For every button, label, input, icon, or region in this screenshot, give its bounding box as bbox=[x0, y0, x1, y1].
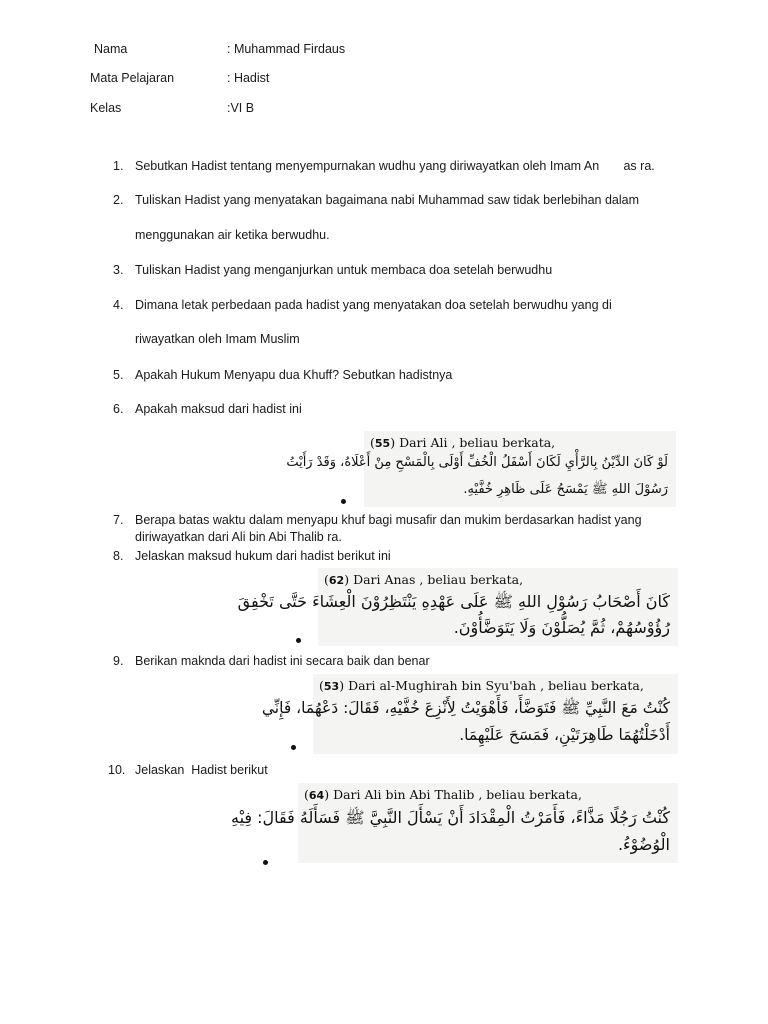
question-1 bbox=[113, 158, 655, 174]
class-value: :VI B bbox=[227, 101, 255, 115]
question-number: 2. bbox=[113, 193, 124, 207]
hadith-arabic-line-1: كَانَ أَصْحَابُ رَسُوْلِ اللهِ ﷺ عَلَى عَهْدِهِ يَنْتَظِرُوْنَ الْعِشَاءَ حَتَّى تَخْفِقَ bbox=[237, 592, 670, 611]
hadith-number: 53 bbox=[323, 680, 340, 693]
bullet-point bbox=[263, 860, 268, 865]
hadith-source: (55) Dari Ali , beliau berkata, bbox=[370, 435, 556, 450]
subject-value: : Hadist bbox=[227, 71, 270, 85]
question-number: 3. bbox=[113, 263, 124, 277]
question-text: Sebutkan Hadist tentang menyempurnakan wudhu yang diriwayatkan oleh Imam An as ra. bbox=[135, 159, 655, 173]
hadith-source: (62) Dari Anas , beliau berkata, bbox=[324, 572, 524, 587]
question-7-continuation: diriwayatkan dari Ali bin Abi Thalib ra. bbox=[135, 530, 342, 544]
question-2-continuation: menggunakan air ketika berwudhu. bbox=[135, 228, 330, 242]
question-4 bbox=[113, 297, 612, 313]
question-9 bbox=[113, 653, 430, 669]
question-text: Berapa batas waktu dalam menyapu khuf bagi musafir dan mukim berdasarkan hadist yang bbox=[135, 513, 642, 527]
question-2 bbox=[113, 192, 639, 208]
hadith-number: 64 bbox=[308, 789, 325, 802]
question-10 bbox=[108, 762, 268, 778]
question-4-continuation: riwayatkan oleh Imam Muslim bbox=[135, 332, 300, 346]
hadith-arabic-line-2: أَدْخَلْتُهُمَا طَاهِرَتَيْنِ، فَمَسَحَ عَلَيْهِمَا. bbox=[459, 726, 670, 744]
question-text: Apakah Hukum Menyapu dua Khuff? Sebutkan hadistnya bbox=[135, 368, 453, 382]
question-number: 9. bbox=[113, 654, 124, 668]
class-label: Kelas bbox=[90, 101, 122, 115]
question-text: Apakah maksud dari hadist ini bbox=[135, 402, 302, 416]
question-5 bbox=[113, 367, 452, 383]
question-text: Tuliskan Hadist yang menganjurkan untuk membaca doa setelah berwudhu bbox=[135, 263, 553, 277]
hadith-arabic-line-2: رَسُوْلَ اللهِ ﷺ يَمْسَحُ عَلَى ظَاهِرِ خُفَّيْهِ. bbox=[463, 482, 668, 497]
hadith-arabic-line-1: لَوْ كَانَ الدِّيْنُ بِالرَّأْيِ لَكَانَ أَسْفَلُ الْخُفِّ أَوْلَى بِالْمَسْحِ مِنْ أَعْلَاهُ، وَقَدْ رَأَيْتُ bbox=[286, 455, 668, 470]
question-8 bbox=[113, 548, 391, 564]
question-number: 7. bbox=[113, 513, 124, 527]
question-number: 6. bbox=[113, 402, 124, 416]
question-3 bbox=[113, 262, 552, 278]
hadith-arabic-line-2: الْوُضُوْءُ. bbox=[617, 835, 670, 854]
hadith-number: 55 bbox=[374, 437, 391, 450]
hadith-source: (53) Dari al-Mughirah bin Syu'bah , beliau berkata, bbox=[319, 678, 644, 693]
question-text: Berikan maknda dari hadist ini secara baik dan benar bbox=[135, 654, 430, 668]
question-number: 4. bbox=[113, 298, 124, 312]
bullet-point bbox=[341, 499, 346, 504]
question-text: Tuliskan Hadist yang menyatakan bagaimana nabi Muhammad saw tidak berlebihan dalam bbox=[135, 193, 639, 207]
hadith-arabic-line-1: كُنْتُ مَعَ النَّبِيِّ ﷺ فَتَوَضَّأَ، فَأَهْوَيْتُ لِأَنْزِعَ خُفَّيْهِ، فَقَالَ: دَعْهُمَا، فَإِنِّي bbox=[261, 699, 670, 717]
subject-label: Mata Pelajaran bbox=[90, 71, 175, 85]
question-7 bbox=[113, 512, 642, 528]
name-label: Nama bbox=[94, 42, 128, 56]
hadith-image-64 bbox=[231, 783, 678, 863]
question-text: Dimana letak perbedaan pada hadist yang menyatakan doa setelah berwudhu yang di bbox=[135, 298, 612, 312]
question-number: 1. bbox=[113, 159, 124, 173]
question-number: 5. bbox=[113, 368, 124, 382]
hadith-arabic-line-1: كُنْتُ رَجُلًا مَذَّاءً، فَأَمَرْتُ الْمِقْدَادَ أَنْ يَسْأَلَ النَّبِيَّ ﷺ فَسَأَلَهُ فَقَالَ: فِيْهِ bbox=[231, 808, 670, 827]
hadith-image-53 bbox=[261, 674, 678, 754]
bullet-point bbox=[296, 638, 301, 643]
hadith-arabic-line-2: رُؤُوْسُهُمْ، ثُمَّ يُصَلُّوْنَ وَلَا يَتَوَضَّأُوْنَ. bbox=[453, 618, 670, 637]
question-number: 10. bbox=[108, 763, 126, 777]
hadith-image-55 bbox=[286, 431, 676, 507]
hadith-image-62 bbox=[237, 568, 678, 646]
bullet-point bbox=[291, 745, 296, 750]
hadith-source: (64) Dari Ali bin Abi Thalib , beliau berkata, bbox=[304, 787, 582, 802]
question-6 bbox=[113, 401, 302, 417]
hadith-number: 62 bbox=[328, 574, 345, 587]
name-value: : Muhammad Firdaus bbox=[227, 42, 346, 56]
question-number: 8. bbox=[113, 549, 124, 563]
question-text: Jelaskan Hadist berikut bbox=[135, 763, 268, 777]
question-text: Jelaskan maksud hukum dari hadist berikut ini bbox=[135, 549, 391, 563]
